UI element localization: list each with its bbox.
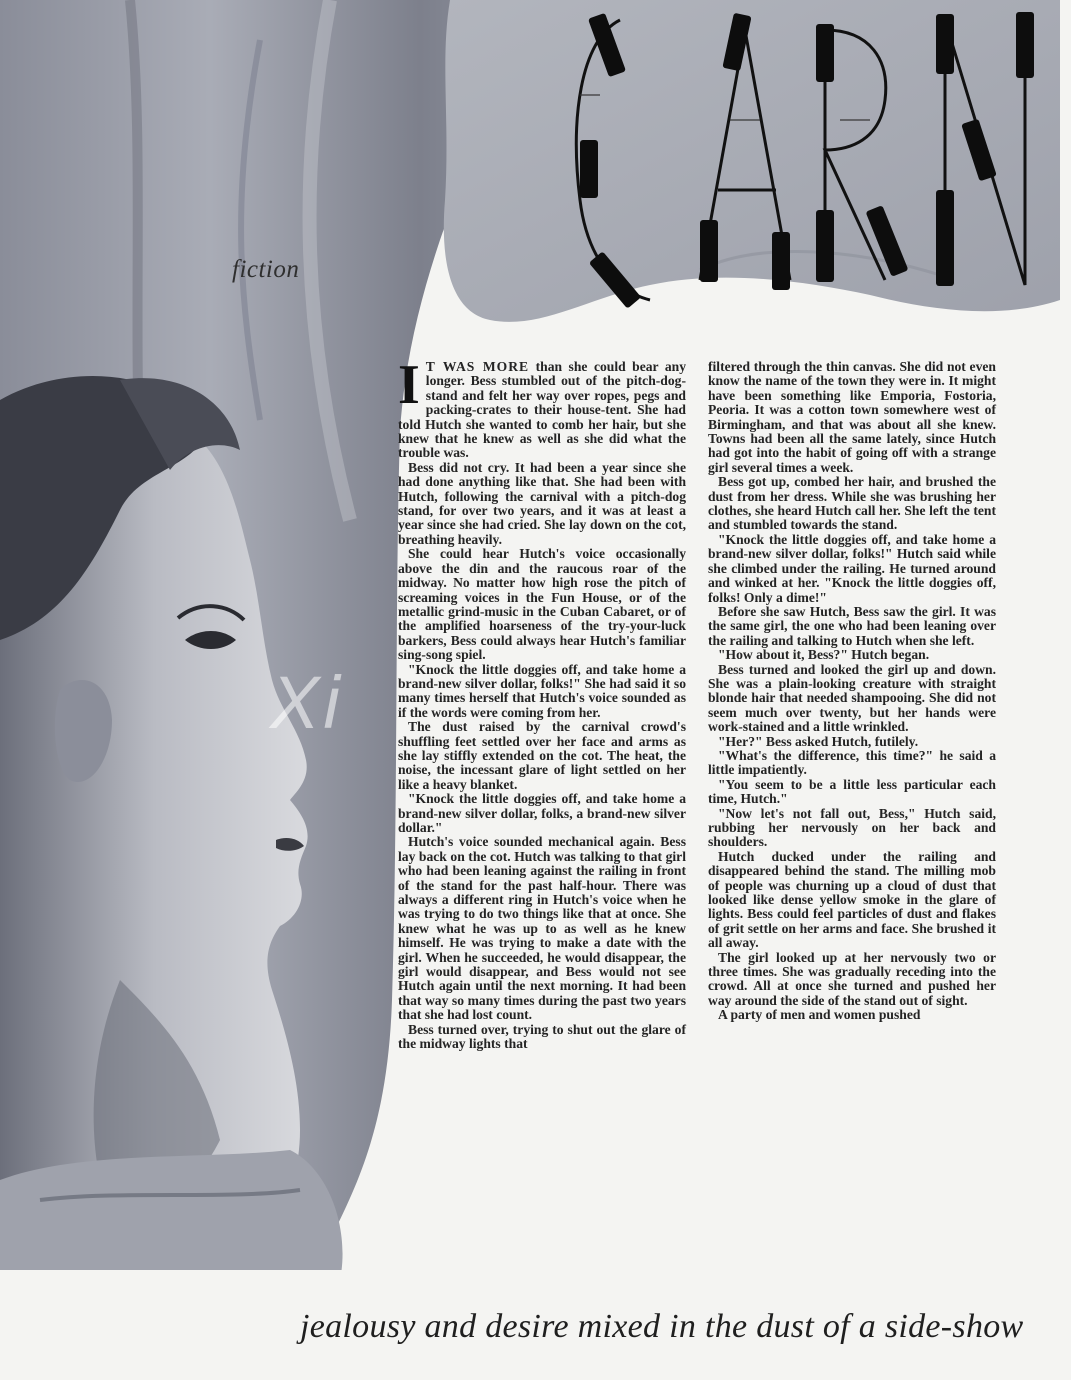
story-paragraph: Bess turned over, trying to shut out the glare of the midway lights that [398,1021,686,1052]
story-paragraph: Bess got up, combed her hair, and brushed the dust from her dress. While she was brushing her clothes, she heard Hutch call her. She left the tent and stumbled towards the stand. [708,474,996,533]
story-column-2 [708,360,996,1023]
story-column-1 [398,354,686,1052]
story-title [540,0,1071,320]
story-paragraph: "Knock the little doggies off, and take home a brand-new silver dollar, folks, a brand-new silver dollar." [398,791,686,835]
drop-cap: I [398,354,420,416]
story-paragraph: "You seem to be a little less particular each time, Hutch." [708,776,996,807]
story-paragraph: "Now let's not fall out, Bess," Hutch said, rubbing her nervously on her back and shoulders. [708,805,996,850]
section-label: fiction [232,256,300,283]
story-paragraph: "Knock the little doggies off, and take home a brand-new silver dollar, folks!" She had said it so many times herself that Hutch's voice sounded as if the words were coming from her. [398,661,686,720]
lead-in: T WAS MORE [425,359,530,374]
watermark: Xi [270,661,344,744]
story-paragraph: Bess did not cry. It had been a year since she had done anything like that. She had been with Hutch, following the carnival with a pitch-dog stand, for over two years, and it was at least a year since she had cried. She lay down on the cot, breathing heavily. [398,459,686,547]
story-paragraph: filtered through the thin canvas. She did not even know the name of the town they were in. It might have been something like Emporia, Fostoria, Peoria. It was a cotton town somewhere west of Birmingham, and that was about all she knew. Towns had been all the same lately, since Hutch had got into the habit of going off with a strange girl several times a week. [708,359,996,475]
story-paragraph: The girl looked up at her nervously two or three times. She was gradually receding into the crowd. All at once she turned and pushed her way around the side of the stand out of sight. [708,949,996,1008]
story-paragraph: "Her?" Bess asked Hutch, futilely. [718,733,919,749]
story-paragraph: Before she saw Hutch, Bess saw the girl. It was the same girl, the one who had been leaning over the railing and talking to Hutch when she left. [708,603,996,648]
story-paragraph: "How about it, Bess?" Hutch began. [718,647,930,663]
story-paragraph: "Knock the little doggies off, and take home a brand-new silver dollar, folks!" Hutch said while she climbed under the railing. He turned around and winked at her. "Knock the little doggies off, folks! Only a dime!" [708,531,996,605]
story-paragraph: The dust raised by the carnival crowd's shuffling feet settled over her face and arms as she lay stiffly extended on the cot. The heat, the noise, the incessant glare of light settled on her like a heavy blanket. [398,719,686,792]
story-paragraph: Hutch's voice sounded mechanical again. Bess lay back on the cot. Hutch was talking to that girl who had been leaning against the railing in front of the stand for the past half-hour. There was always a different ring in Hutch's voice when he was trying to do two things like that at once. She knew what he was up to as well as he knew himself. He was trying to make a date with the girl. When he succeeded, he would disappear, the girl would disappear, and Bess would not see Hutch again until the next morning. It had been that way so many times during the past two years that she had lost count. [398,834,686,1023]
story-paragraph: "What's the difference, this time?" he said a little impatiently. [708,747,996,778]
story-tagline: jealousy and desire mixed in the dust of a side-show [300,1308,1024,1345]
story-paragraph: A party of men and women pushed [718,1007,921,1023]
title-letter-r [825,30,886,280]
story-paragraph: Hutch ducked under the railing and disappeared behind the stand. The milling mob of people was churning up a cloud of dust that looked like dense yellow smoke in the glare of lights. Bess could feel particles of dust and flakes of grit settle on her arms and face. She brushed it all away. [708,848,996,951]
story-paragraph: She could hear Hutch's voice occasionally above the din and the raucous roar of the midway. No matter how high rose the pitch of screaming voices in the Fun House, or of the metallic grind-music in the Cuban Cabaret, or of the amplified hoarseness of the try-your-luck barkers, Bess could always hear Hutch's familiar sing-song spiel. [398,546,686,663]
story-body [398,354,998,1280]
story-paragraph: Bess turned and looked the girl up and down. She was a plain-looking creature with straight blonde hair that needed shampooing. She did not seem much over twenty, but her hands were work-stained and a little wrinkled. [708,661,996,735]
story-paragraph: I T WAS MORE than she could bear any longer. Bess stumbled out of the pitch-dog-stand and felt her way over ropes, pegs and packing-crates to their house-tent. She had told Hutch she wanted to comb her hair, but she knew that he knew as well as she did what the trouble was. [398,354,686,461]
